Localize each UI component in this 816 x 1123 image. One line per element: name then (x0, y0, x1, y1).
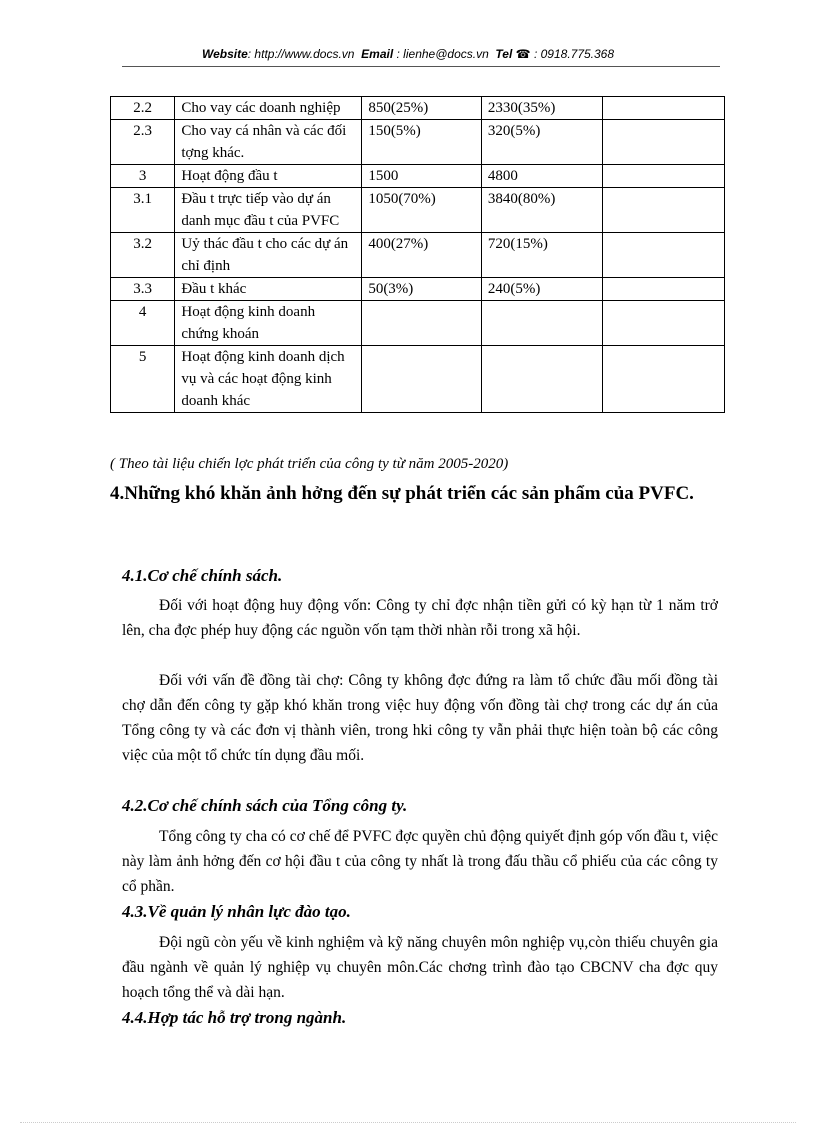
value-2010-cell (481, 346, 603, 413)
page-header (0, 47, 816, 61)
row-number-cell: 2.2 (111, 97, 175, 120)
table-row (111, 301, 725, 346)
section-4-3-paragraph: Đội ngũ còn yếu về kinh nghiệm và kỹ năng chuyên môn nghiệp vụ,còn thiếu chuyên gia đầu ngành về quản lý nghiệp vụ chuyên môn.Các chơng trình đào tạo CBCNV cha đợc quy hoạch tổng thể và dài hạn. (122, 934, 718, 1001)
table-row (111, 97, 725, 120)
value-2010-cell: 720(15%) (481, 233, 603, 278)
table-row (111, 278, 725, 301)
value-extra-cell (603, 301, 725, 346)
row-name-cell: Cho vay các doanh nghiệp (175, 97, 362, 120)
website-label: Website (201, 47, 248, 61)
email-value: : lienhe@docs.vn (396, 47, 489, 61)
row-number-cell: 5 (111, 346, 175, 413)
value-2010-cell (481, 301, 603, 346)
header-divider (122, 66, 720, 67)
value-extra-cell (603, 165, 725, 188)
section-4-heading: 4.Những khó khăn ảnh hởng đến sự phát triển các sản phẩm của PVFC. (110, 483, 694, 504)
email-label: Email (361, 47, 394, 61)
value-2005-cell: 50(3%) (362, 278, 482, 301)
value-2005-cell: 150(5%) (362, 120, 482, 165)
website-value: : http://www.docs.vn (247, 47, 355, 61)
row-number-cell: 3.1 (111, 188, 175, 233)
section-4-2-title: 4.2.Cơ chế chính sách của Tổng công ty. (122, 796, 408, 815)
row-name-cell: Hoạt động đầu t (175, 165, 362, 188)
row-name-cell: Uỷ thác đầu t cho các dự án chỉ định (175, 233, 362, 278)
value-extra-cell (603, 346, 725, 413)
table-row (111, 120, 725, 165)
value-extra-cell (603, 278, 725, 301)
value-2010-cell: 4800 (481, 165, 603, 188)
row-number-cell: 2.3 (111, 120, 175, 165)
value-2010-cell: 320(5%) (481, 120, 603, 165)
value-2010-cell: 3840(80%) (481, 188, 603, 233)
table-row (111, 346, 725, 413)
value-2010-cell: 2330(35%) (481, 97, 603, 120)
section-4-1-title: 4.1.Cơ chế chính sách. (122, 566, 283, 585)
row-number-cell: 3.3 (111, 278, 175, 301)
value-extra-cell (603, 188, 725, 233)
table-source-note: ( Theo tài liệu chiến lợc phát triển của công ty từ năm 2005-2020) (110, 456, 509, 472)
value-2005-cell (362, 346, 482, 413)
value-extra-cell (603, 120, 725, 165)
value-2005-cell: 400(27%) (362, 233, 482, 278)
row-name-cell: Đầu t trực tiếp vào dự án danh mục đầu t của PVFC (175, 188, 362, 233)
value-2005-cell: 850(25%) (362, 97, 482, 120)
table-row (111, 188, 725, 233)
row-number-cell: 3.2 (111, 233, 175, 278)
row-number-cell: 4 (111, 301, 175, 346)
tel-label: Tel (495, 47, 513, 61)
section-4-1-paragraph-1: Đối với hoạt động huy động vốn: Công ty chỉ đợc nhận tiền gửi có kỳ hạn từ 1 năm trở lên, cha đợc phép huy động các nguồn vốn tạm thời nhàn rỗi trong xã hội. (122, 597, 718, 639)
table-row (111, 233, 725, 278)
value-extra-cell (603, 233, 725, 278)
value-2005-cell: 1500 (362, 165, 482, 188)
section-4-3-title: 4.3.Về quản lý nhân lực đào tạo. (122, 902, 351, 921)
section-4-4-title: 4.4.Hợp tác hỗ trợ trong ngành. (122, 1008, 347, 1027)
row-name-cell: Hoạt động kinh doanh chứng khoán (175, 301, 362, 346)
row-name-cell: Hoạt động kinh doanh dịch vụ và các hoạt động kinh doanh khác (175, 346, 362, 413)
investment-table (110, 96, 725, 413)
row-name-cell: Cho vay cá nhân và các đối tợng khác. (175, 120, 362, 165)
row-name-cell: Đầu t khác (175, 278, 362, 301)
value-2005-cell: 1050(70%) (362, 188, 482, 233)
section-4-1-paragraph-2: Đối với vấn đề đồng tài chợ: Công ty không đợc đứng ra làm tổ chức đầu mối đồng tài chợ dẫn đến công ty gặp khó khăn trong việc huy động vốn đồng tài chợ trong các dự án của Tổng công ty và các đơn vị thành viên, trong hki công ty vẫn phải thực hiện toàn bộ các công việc của một tổ chức tín dụng đầu mối. (122, 672, 718, 764)
tel-value: ☎ : 0918.775.368 (515, 47, 615, 61)
value-extra-cell (603, 97, 725, 120)
section-4-2-paragraph: Tổng công ty cha có cơ chế để PVFC đợc quyền chủ động quiyết định góp vốn đầu t, việc này làm ảnh hởng đến cơ hội đầu t của công ty nhất là trong đấu thầu cổ phiếu của các công ty cổ phần. (122, 828, 718, 895)
row-number-cell: 3 (111, 165, 175, 188)
value-2010-cell: 240(5%) (481, 278, 603, 301)
table-row (111, 165, 725, 188)
value-2005-cell (362, 301, 482, 346)
